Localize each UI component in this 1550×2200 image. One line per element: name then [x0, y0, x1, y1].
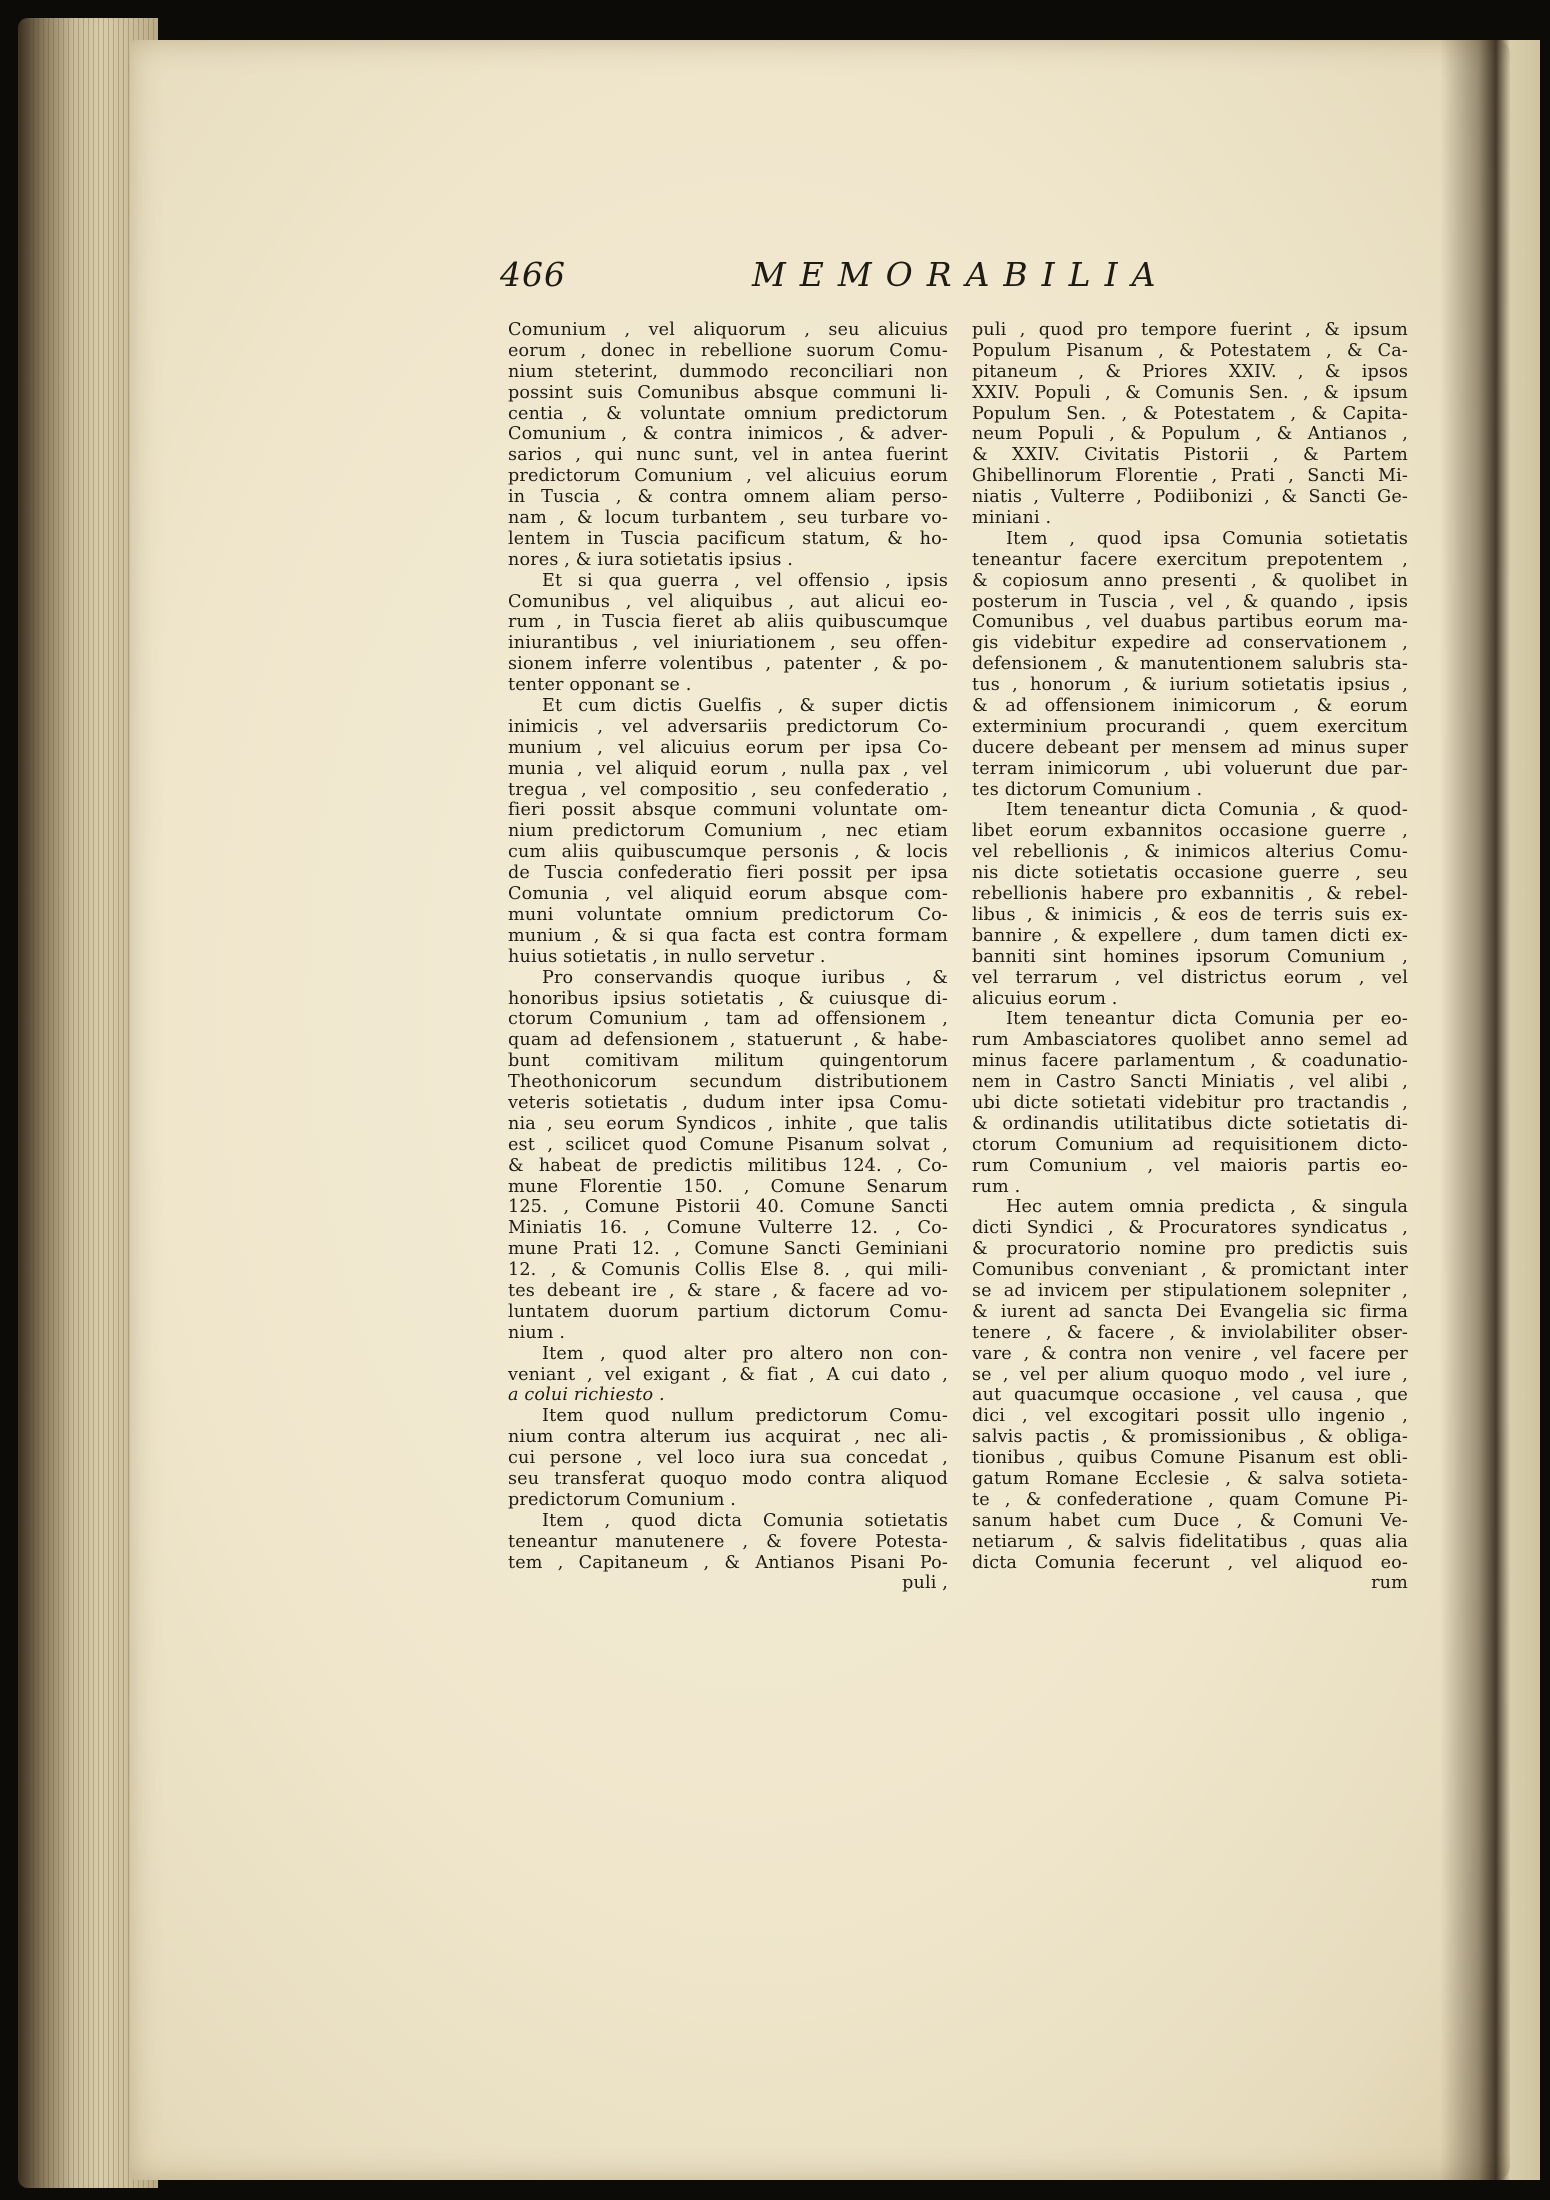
text-line: Comunium , & contra inimicos , & adver- — [508, 424, 948, 445]
text-line: munia , vel aliquid eorum , nulla pax , vel — [508, 758, 948, 779]
text-line: nores , & iura sotietatis ipsius . — [508, 549, 794, 570]
text-line: bannire , & expellere , dum tamen dicti ex- — [972, 925, 1408, 946]
text-line: terram inimicorum , ubi voluerunt due par- — [972, 758, 1408, 779]
text-line: salvis pactis , & promissionibus , & obliga- — [972, 1427, 1408, 1448]
text-line: Populum Pisanum , & Potestatem , & Ca- — [972, 340, 1408, 361]
text-line: Item teneantur dicta Comunia , & quod- — [1006, 800, 1408, 821]
text-line: se ad invicem per stipulationem solepniter , — [972, 1280, 1408, 1301]
text-line: mune Prati 12. , Comune Sancti Geminiani — [508, 1239, 948, 1260]
text-line: honoribus ipsius sotietatis , & cuiusque di- — [508, 988, 948, 1009]
text-line: niatis , Vulterre , Podiibonizi , & Sancti Ge- — [972, 487, 1408, 508]
text-line: defensionem , & manutentionem salubris sta- — [972, 654, 1408, 675]
text-line: pitaneum , & Priores XXIV. , & ipsos — [972, 361, 1408, 382]
text-line: Et cum dictis Guelfis , & super dictis — [542, 696, 948, 717]
text-line: vare , & contra non venire , vel facere per — [972, 1343, 1408, 1364]
text-line: puli , quod pro tempore fuerint , & ipsum — [972, 320, 1408, 340]
text-line: & ad offensionem inimicorum , & eorum — [972, 696, 1408, 717]
text-line: iniurantibus , vel iniuriationem , seu offen- — [508, 633, 948, 654]
text-line: Miniatis 16. , Comune Vulterre 12. , Co- — [508, 1218, 948, 1239]
text-line: tenter opponant se . — [508, 675, 692, 696]
text-line: predictorum Comunium . — [508, 1489, 737, 1510]
text-column-right — [972, 320, 1408, 1594]
text-line: veniant , vel exigant , & fiat , A cui dato , — [508, 1364, 948, 1385]
text-line: sanum habet cum Duce , & Comuni Ve- — [972, 1510, 1408, 1531]
text-line: puli , — [902, 1573, 948, 1594]
text-line: netiarum , & salvis fidelitatibus , quas alia — [972, 1531, 1408, 1552]
page-header — [500, 255, 1280, 305]
text-line: gatum Romane Ecclesie , & salva sotieta- — [972, 1468, 1408, 1489]
text-line: tus , honorum , & iurium sotietatis ipsius , — [972, 675, 1408, 696]
text-line: & iurent ad sancta Dei Evangelia sic firma — [972, 1301, 1408, 1322]
text-line: rum , in Tuscia fieret ab aliis quibuscumque — [508, 612, 948, 633]
text-line: dicta Comunia fecerunt , vel aliquod eo- — [972, 1552, 1408, 1573]
text-line: alicuius eorum . — [972, 988, 1118, 1009]
text-line: muni voluntate omnium predictorum Co- — [508, 904, 948, 925]
text-line: neum Populi , & Populum , & Antianos , — [972, 424, 1408, 445]
text-line: nis dicte sotietatis occasione guerre , seu — [972, 863, 1408, 884]
text-line: Populum Sen. , & Potestatem , & Capita- — [972, 403, 1408, 424]
text-line: centia , & voluntate omnium predictorum — [508, 403, 948, 424]
text-line: & procuratorio nomine pro predictis suis — [972, 1239, 1408, 1260]
text-line: munium , vel alicuius eorum per ipsa Co- — [508, 737, 948, 758]
text-line: vel rebellionis , & inimicos alterius Comu- — [972, 842, 1408, 863]
text-line: lentem in Tuscia pacificum statum, & ho- — [508, 528, 948, 549]
text-line: tenere , & facere , & inviolabiliter obser- — [972, 1322, 1408, 1343]
text-line: ctorum Comunium ad requisitionem dicto- — [972, 1134, 1408, 1155]
text-line: Comunibus conveniant , & promictant inter — [972, 1260, 1408, 1281]
text-line: Item , quod alter pro altero non con- — [542, 1343, 948, 1364]
text-line: inimicis , vel adversariis predictorum Co- — [508, 716, 948, 737]
text-line: Comunibus , vel duabus partibus eorum ma- — [972, 612, 1408, 633]
text-line: possint suis Comunibus absque communi li- — [508, 382, 948, 403]
text-line: tionibus , quibus Comune Pisanum est obli- — [972, 1448, 1408, 1469]
text-line: tem , Capitaneum , & Antianos Pisani Po- — [508, 1552, 948, 1573]
text-line: libus , & inimicis , & eos de terris suis ex- — [972, 904, 1408, 925]
text-line: predictorum Comunium , vel alicuius eorum — [508, 466, 948, 487]
text-line: luntatem duorum partium dictorum Comu- — [508, 1301, 948, 1322]
text-line: rum Comunium , vel maioris partis eo- — [972, 1155, 1408, 1176]
text-line: se , vel per alium quoquo modo , vel iure , — [972, 1364, 1408, 1385]
text-line: dicti Syndici , & Procuratores syndicatus , — [972, 1218, 1408, 1239]
text-line: rum Ambasciatores quolibet anno semel ad — [972, 1030, 1408, 1051]
text-line: ctorum Comunium , tam ad offensionem , — [508, 1009, 948, 1030]
text-line: nium . — [508, 1322, 566, 1343]
text-line: & XXIV. Civitatis Pistorii , & Partem — [972, 445, 1408, 466]
text-line: te , & confederatione , quam Comune Pi- — [972, 1489, 1408, 1510]
page-number: 466 — [500, 255, 566, 294]
text-line: Item , quod ipsa Comunia sotietatis — [1006, 528, 1408, 549]
text-line: ducere debeant per mensem ad minus super — [972, 737, 1408, 758]
text-line: veteris sotietatis , dudum inter ipsa Comu- — [508, 1092, 948, 1113]
text-line: rebellionis habere pro exbannitis , & rebel- — [972, 884, 1408, 905]
text-line: tes dictorum Comunium . — [972, 779, 1203, 800]
text-line: quam ad defensionem , statuerunt , & habe- — [508, 1030, 948, 1051]
text-line: in Tuscia , & contra omnem aliam perso- — [508, 487, 948, 508]
text-line: Comunium , vel aliquorum , seu alicuius — [508, 320, 948, 340]
text-line: Ghibellinorum Florentie , Prati , Sancti Mi- — [972, 466, 1408, 487]
text-line: XXIV. Populi , & Comunis Sen. , & ipsum — [972, 382, 1408, 403]
text-line: munium , & si qua facta est contra formam — [508, 925, 948, 946]
text-line: ubi dicte sotietati videbitur pro tractandis , — [972, 1092, 1408, 1113]
text-line: est , scilicet quod Comune Pisanum solvat , — [508, 1134, 948, 1155]
text-line: vel terrarum , vel districtus eorum , vel — [972, 967, 1408, 988]
text-line: teneantur manutenere , & fovere Potesta- — [508, 1531, 948, 1552]
binding-gutter — [1440, 40, 1510, 2180]
text-line: nem in Castro Sancti Miniatis , vel alibi , — [972, 1072, 1408, 1093]
text-line: tregua , vel compositio , seu confederatio , — [508, 779, 948, 800]
text-line: Item teneantur dicta Comunia per eo- — [1006, 1009, 1408, 1030]
text-line: Hec autem omnia predicta , & singula — [1006, 1197, 1408, 1218]
text-line: Comunibus , vel aliquibus , aut alicui eo- — [508, 591, 948, 612]
text-line: tes debeant ire , & stare , & facere ad vo- — [508, 1280, 948, 1301]
text-line: eorum , donec in rebellione suorum Comu- — [508, 340, 948, 361]
text-line: teneantur facere exercitum prepotentem , — [972, 549, 1408, 570]
text-line: rum . — [972, 1176, 1021, 1197]
text-line: nam , & locum turbantem , seu turbare vo- — [508, 508, 948, 529]
text-line: bunt comitivam militum quingentorum — [508, 1051, 948, 1072]
text-line: Item , quod dicta Comunia sotietatis — [542, 1510, 948, 1531]
text-line: 125. , Comune Pistorii 40. Comune Sancti — [508, 1197, 948, 1218]
text-line: cui persone , vel loco iura sua concedat , — [508, 1448, 948, 1469]
text-line: rum — [1371, 1573, 1408, 1594]
text-line: aut quacumque occasione , vel causa , que — [972, 1385, 1408, 1406]
text-line: & ordinandis utilitatibus dicte sotietatis di- — [972, 1113, 1408, 1134]
text-line: fieri possit absque communi voluntate om- — [508, 800, 948, 821]
text-line: nium predictorum Comunium , nec etiam — [508, 821, 948, 842]
text-line: dici , vel excogitari possit ullo ingenio , — [972, 1406, 1408, 1427]
text-line: Et si qua guerra , vel offensio , ipsis — [542, 570, 948, 591]
text-line: a colui richiesto . — [508, 1385, 665, 1406]
text-line: cum aliis quibuscumque personis , & locis — [508, 842, 948, 863]
text-line: nium contra alterum ius acquirat , nec ali- — [508, 1427, 948, 1448]
text-line: 12. , & Comunis Collis Else 8. , qui mili- — [508, 1260, 948, 1281]
text-line: nium steterint, dummodo reconciliari non — [508, 361, 948, 382]
text-line: banniti sint homines ipsorum Comunium , — [972, 946, 1408, 967]
text-line: libet eorum exbannitos occasione guerre , — [972, 821, 1408, 842]
text-line: sarios , qui nunc sunt, vel in antea fuerint — [508, 445, 948, 466]
text-line: minus facere parlamentum , & coadunatio- — [972, 1051, 1408, 1072]
text-line: sionem inferre volentibus , patenter , & po- — [508, 654, 948, 675]
text-line: posterum in Tuscia , vel , & quando , ipsis — [972, 591, 1408, 612]
text-line: de Tuscia confederatio fieri possit per ipsa — [508, 863, 948, 884]
text-line: mune Florentie 150. , Comune Senarum — [508, 1176, 948, 1197]
text-line: Pro conservandis quoque iuribus , & — [542, 967, 948, 988]
text-line: Comunia , vel aliquid eorum absque com- — [508, 884, 948, 905]
text-line: huius sotietatis , in nullo servetur . — [508, 946, 826, 967]
text-line: gis videbitur expedire ad conservationem , — [972, 633, 1408, 654]
text-line: exterminium procurandi , quem exercitum — [972, 716, 1408, 737]
text-line: Item quod nullum predictorum Comu- — [542, 1406, 948, 1427]
text-line: miniani . — [972, 508, 1052, 529]
text-line: Theothonicorum secundum distributionem — [508, 1072, 948, 1093]
text-line: seu transferat quoquo modo contra aliquod — [508, 1468, 948, 1489]
text-column-left — [508, 320, 948, 1594]
running-head: MEMORABILIA — [752, 255, 1170, 294]
text-line: & copiosum anno presenti , & quolibet in — [972, 570, 1408, 591]
text-line: & habeat de predictis militibus 124. , Co- — [508, 1155, 948, 1176]
text-line: nia , seu eorum Syndicos , inhite , que talis — [508, 1113, 948, 1134]
